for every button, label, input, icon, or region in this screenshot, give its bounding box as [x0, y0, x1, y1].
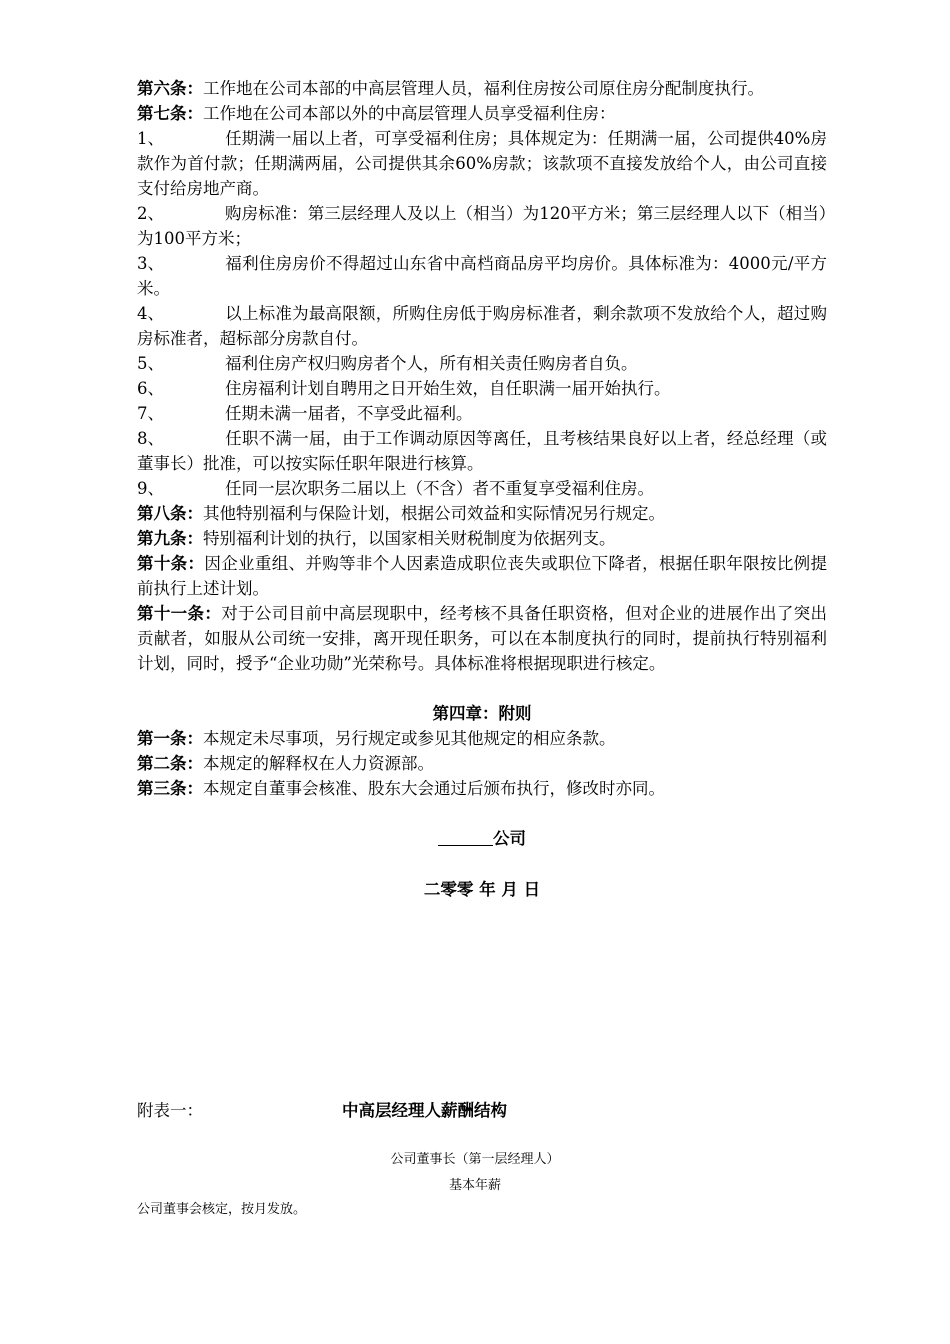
blank-underline [438, 827, 493, 846]
annex-heading [137, 1098, 827, 1123]
article-11: 第十一条：对于公司目前中高层现职中，经考核不具备任职资格，但对企业的进展作出了突出贡献者，如服从公司统一安排，离开现任职务，可以在本制度执行的同时，提前执行特别福利计划，同时，授予“企业功勋”光荣称号。具体标准将根据现职进行核定。 [137, 604, 827, 673]
list-item: 6、 住房福利计划自聘用之日开始生效，自任职满一届开始执行。 [137, 379, 671, 398]
annex-note: 公司董事会核定，按月发放。 [137, 1202, 307, 1217]
article-8: 第八条：其他特别福利与保险计划，根据公司效益和实际情况另行规定。 [137, 504, 665, 523]
list-item: 3、 福利住房房价不得超过山东省中高档商品房平均房价。具体标准为：4000元/平方米。 [137, 254, 827, 298]
list-item: 9、 任同一层次职务二届以上（不含）者不重复享受福利住房。 [137, 479, 654, 498]
annex-title: 中高层经理人薪酬结构 [342, 1101, 507, 1120]
chapter-title: 第四章：附则 [432, 704, 532, 723]
chapter4-article-1: 第一条：本规定未尽事项，另行规定或参见其他规定的相应条款。 [137, 729, 616, 748]
article-9: 第九条：特别福利计划的执行，以国家相关财税制度为依据列支。 [137, 529, 616, 548]
article-6: 第六条：工作地在公司本部的中高层管理人员，福利住房按公司原住房分配制度执行。 [137, 79, 764, 98]
document-body [137, 76, 827, 902]
list-item: 4、 以上标准为最高限额，所购住房低于购房标准者，剩余款项不发放给个人，超过购房标准者，超标部分房款自付。 [137, 304, 827, 348]
article-10: 第十条：因企业重组、并购等非个人因素造成职位丧失或职位下降者，根据任职年限按比例提前执行上述计划。 [137, 554, 828, 598]
list-item: 8、 任职不满一届，由于工作调动原因等离任，且考核结果良好以上者，经总经理（或董事长）批准，可以按实际任职年限进行核算。 [137, 429, 827, 473]
signature-date: 二零零 年 月 日 [423, 880, 541, 899]
list-item: 1、 任期满一届以上者，可享受福利住房；具体规定为：任期满一届，公司提供40%房款作为首付款；任期满两届，公司提供其余60%房款；该款项不直接发放给个人，由公司直接支付给房地产商。 [137, 129, 827, 198]
chapter4-article-3: 第三条：本规定自董事会核准、股东大会通过后颁布执行，修改时亦同。 [137, 779, 665, 798]
chapter4-article-2: 第二条：本规定的解释权在人力资源部。 [137, 754, 434, 773]
company-signature: 公司 [137, 826, 827, 851]
article-7: 第七条：工作地在公司本部以外的中高层管理人员享受福利住房： [137, 104, 616, 123]
org-box-chairman: 公司董事长（第一层经理人） [390, 1152, 560, 1167]
annex-label: 附表一： [137, 1101, 203, 1120]
list-item: 5、 福利住房产权归购房者个人，所有相关责任购房者自负。 [137, 354, 638, 373]
list-item: 2、 购房标准：第三层经理人及以上（相当）为120平方米；第三层经理人以下（相当）为100平方米； [137, 204, 827, 248]
org-box-base-salary: 基本年薪 [448, 1178, 501, 1193]
list-item: 7、 任期未满一届者，不享受此福利。 [137, 404, 473, 423]
